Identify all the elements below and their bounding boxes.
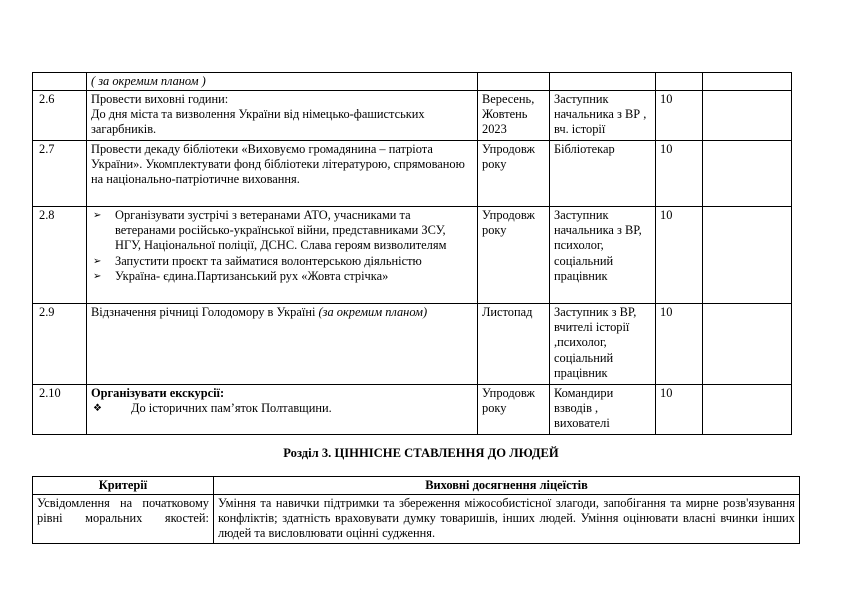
criteria-table — [32, 476, 800, 544]
grade-cell: 10 — [656, 207, 703, 304]
term-cell: Листопад — [478, 304, 550, 385]
row-number: 2.6 — [33, 91, 87, 141]
event-cell — [87, 207, 478, 304]
event-cell: ( за окремим планом ) — [87, 73, 478, 91]
grade-cell: 10 — [656, 304, 703, 385]
plan-table — [32, 72, 792, 435]
list-item: ➢ Україна- єдина.Партизанський рух «Жовта стрічка» — [93, 268, 389, 283]
row-number: 2.9 — [33, 304, 87, 385]
term-cell: Упродовж року — [478, 207, 550, 304]
section-heading: Розділ 3. ЦІННІСНЕ СТАВЛЕННЯ ДО ЛЮДЕЙ — [283, 446, 559, 460]
responsible-cell: Заступник з ВР, вчителі історії ,психолог, соціальний працівник — [550, 304, 656, 385]
table-header-row — [33, 477, 800, 495]
grade-cell: 10 — [656, 385, 703, 435]
table-row — [33, 73, 792, 91]
event-cell: Організувати екскурсії: ❖ До історичних пам’яток Полтавщини. — [87, 385, 478, 435]
list-item: ➢ Організувати зустрічі з ветеранами АТО, учасниками та ветеранами російсько-української війни, представниками ЗСУ, НГУ, Національної поліції, ДСНС. Слава героям визволителям — [93, 208, 447, 253]
list-item: ❖ До історичних пам’яток Полтавщини. — [93, 401, 332, 416]
responsible-cell: Заступник начальника з ВР , вч. історії — [550, 91, 656, 141]
column-header: Критерії — [33, 477, 214, 495]
event-cell: Провести декаду бібліотеки «Виховуємо громадянина – патріота України». Укомплектувати фонд бібліотеки літературою, спрямованою на національно-патріотичне виховання. — [87, 141, 478, 207]
responsible-cell — [550, 73, 656, 91]
achievements-cell: Уміння та навички підтримки та збереження міжособистісної злагоди, запобігання та мирне розв'язування конфліктів; здатність враховувати думку товаришів, інших людей. Уміння оцінювати власні вчинки інших людей та висловлювати оцінні судження. — [214, 495, 800, 543]
grade-cell: 10 — [656, 141, 703, 207]
table-row — [33, 207, 792, 304]
note-cell — [703, 141, 792, 207]
criterion-cell: Усвідомлення на початковому рівні моральних якостей: — [33, 495, 214, 543]
note-cell — [703, 385, 792, 435]
list-item: ➢ Запустити проєкт та займатися волонтерською діяльністю — [93, 253, 422, 268]
term-cell: Упродовж року — [478, 385, 550, 435]
row-number: 2.7 — [33, 141, 87, 207]
arrow-bullet-icon: ➢ — [93, 210, 102, 222]
note-cell — [703, 91, 792, 141]
event-cell: Провести виховні години: До дня міста та визволення України від німецько-фашистських загарбників. — [87, 91, 478, 141]
event-cell: Відзначення річниці Голодомору в Україні (за окремим планом) — [87, 304, 478, 385]
grade-cell — [656, 73, 703, 91]
note-cell — [703, 304, 792, 385]
arrow-bullet-icon: ➢ — [93, 270, 102, 282]
responsible-cell: Командири взводів , вихователі — [550, 385, 656, 435]
term-cell: Вересень, Жовтень 2023 — [478, 91, 550, 141]
diamond-bullet-icon: ❖ — [93, 403, 102, 415]
arrow-bullet-icon: ➢ — [93, 255, 102, 267]
table-row — [33, 304, 792, 385]
row-number: 2.10 — [33, 385, 87, 435]
grade-cell: 10 — [656, 91, 703, 141]
table-row — [33, 91, 792, 141]
row-number: 2.8 — [33, 207, 87, 304]
term-cell — [478, 73, 550, 91]
table-row — [33, 495, 800, 543]
row-number — [33, 73, 87, 91]
column-header: Виховні досягнення ліцеїстів — [214, 477, 800, 495]
term-cell: Упродовж року — [478, 141, 550, 207]
note-cell — [703, 73, 792, 91]
table-row — [33, 385, 792, 435]
table-row — [33, 141, 792, 207]
responsible-cell: Заступник начальника з ВР, психолог, соціальний працівник — [550, 207, 656, 304]
note-cell — [703, 207, 792, 304]
responsible-cell: Бібліотекар — [550, 141, 656, 207]
